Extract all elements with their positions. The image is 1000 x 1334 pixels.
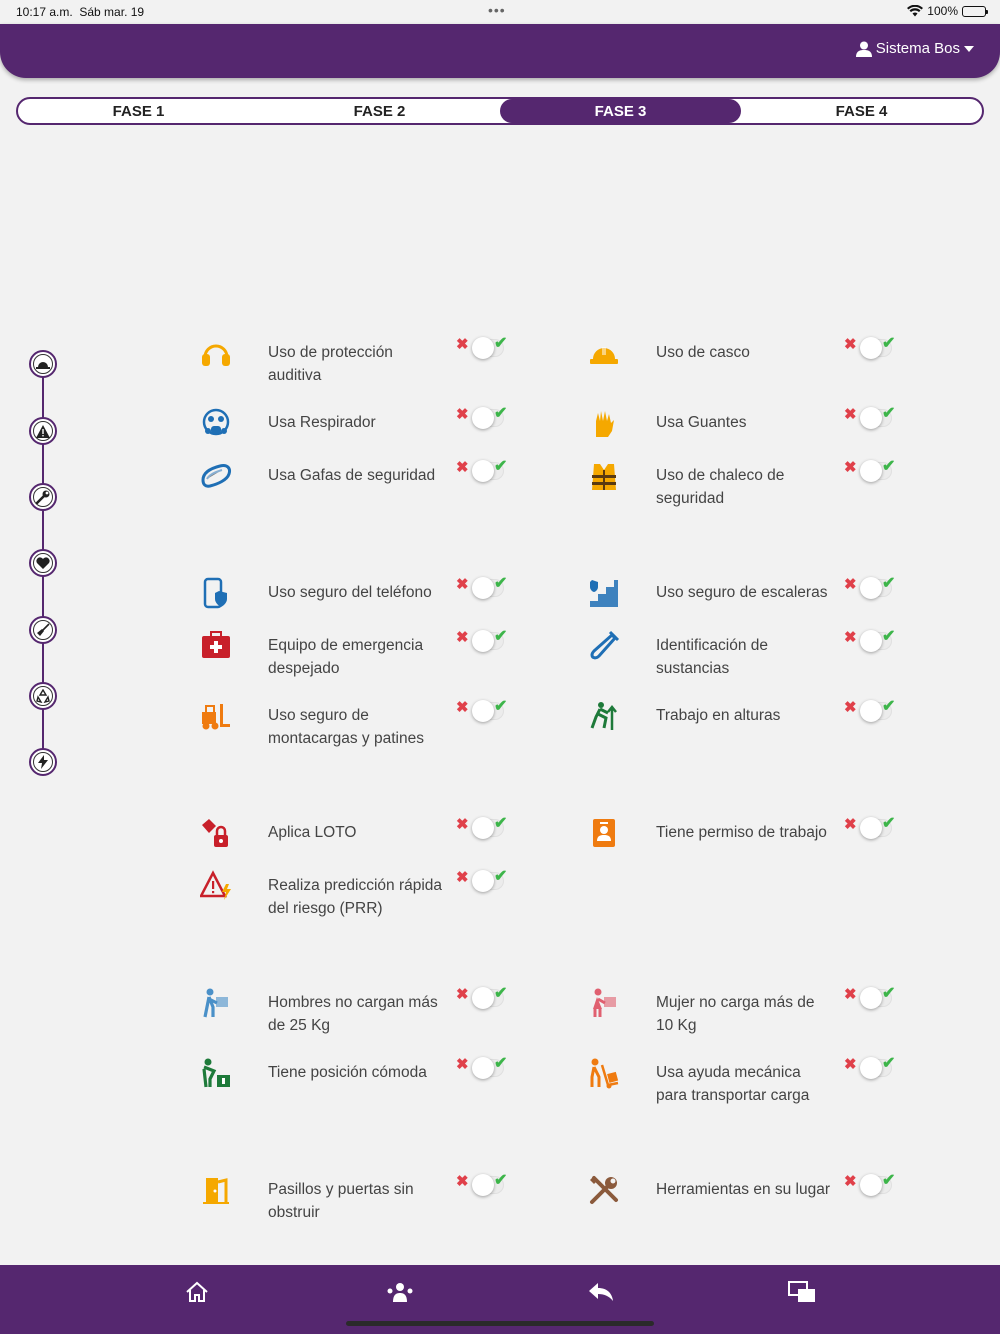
toggle-knob[interactable] — [472, 700, 494, 722]
checklist-item — [588, 460, 918, 510]
item-label: Uso de chaleco de seguridad — [656, 467, 785, 507]
bottom-nav — [0, 1265, 1000, 1334]
toggle-knob[interactable] — [472, 987, 494, 1009]
tab-fase-4[interactable]: FASE 4 — [835, 102, 888, 120]
screens-icon — [788, 1281, 816, 1303]
checklist-item — [588, 1057, 918, 1107]
app-header — [0, 24, 1000, 78]
toggle-knob[interactable] — [472, 630, 494, 652]
item-label: Tiene permiso de trabajo — [656, 824, 827, 841]
item-icon — [200, 1057, 232, 1089]
x-icon: ✖ — [456, 406, 469, 423]
toggle-knob[interactable] — [860, 407, 882, 429]
user-icon — [856, 41, 872, 57]
toggle-knob[interactable] — [860, 337, 882, 359]
item-toggle[interactable] — [456, 1057, 514, 1079]
item-toggle[interactable] — [456, 817, 514, 839]
check-icon: ✔ — [882, 458, 896, 475]
checklist-item — [200, 577, 530, 627]
item-toggle[interactable] — [456, 987, 514, 1009]
phase-tabs — [16, 97, 984, 125]
work-permit-icon — [588, 817, 620, 849]
toggle-knob[interactable] — [472, 460, 494, 482]
item-toggle[interactable] — [844, 817, 902, 839]
x-icon: ✖ — [844, 576, 857, 593]
tab-fase-3[interactable]: FASE 3 — [500, 99, 741, 123]
checklist-item — [200, 1057, 530, 1107]
item-icon — [588, 1057, 620, 1089]
x-icon: ✖ — [844, 816, 857, 833]
x-icon: ✖ — [456, 459, 469, 476]
toggle-knob[interactable] — [860, 460, 882, 482]
check-icon: ✔ — [882, 1055, 896, 1072]
item-icon — [588, 460, 620, 492]
check-icon: ✔ — [494, 1172, 508, 1189]
status-right — [907, 4, 986, 18]
check-icon: ✔ — [882, 1172, 896, 1189]
man-carrying-icon — [200, 987, 232, 1019]
tab-fase-2[interactable]: FASE 2 — [353, 102, 406, 120]
safety-goggles-icon — [200, 460, 232, 492]
item-icon — [588, 630, 620, 662]
item-icon — [588, 1174, 620, 1206]
x-icon: ✖ — [844, 1056, 857, 1073]
item-toggle[interactable] — [456, 337, 514, 359]
item-label: Hombres no cargan más de 25 Kg — [268, 994, 438, 1034]
caret-down-icon — [964, 46, 974, 52]
checklist-item — [200, 460, 530, 510]
toggle-knob[interactable] — [472, 407, 494, 429]
helmet-icon — [36, 358, 50, 370]
item-toggle[interactable] — [844, 1174, 902, 1196]
x-icon: ✖ — [844, 699, 857, 716]
gloves-icon — [588, 407, 620, 439]
item-label: Mujer no carga más de 10 Kg — [656, 994, 815, 1034]
check-icon: ✔ — [882, 815, 896, 832]
x-icon: ✖ — [456, 699, 469, 716]
climbing-icon — [588, 700, 620, 732]
check-icon: ✔ — [494, 815, 508, 832]
back-button[interactable] — [586, 1277, 616, 1307]
item-icon — [200, 630, 232, 662]
user-name: Sistema Bos — [875, 40, 960, 57]
timeline-lightning[interactable] — [29, 748, 57, 776]
item-icon — [200, 337, 232, 369]
item-icon — [200, 700, 232, 732]
item-label: Usa Respirador — [268, 414, 376, 431]
item-label: Usa Guantes — [656, 414, 747, 431]
battery-icon — [962, 6, 986, 17]
item-toggle[interactable] — [844, 630, 902, 652]
item-toggle[interactable] — [844, 337, 902, 359]
toggle-knob[interactable] — [860, 577, 882, 599]
item-label: Usa ayuda mecánica para transportar carga — [656, 1064, 810, 1104]
check-icon: ✔ — [494, 628, 508, 645]
checklist-item — [200, 1174, 530, 1224]
check-icon: ✔ — [494, 335, 508, 352]
checklist-item — [200, 987, 530, 1037]
user-menu[interactable] — [856, 40, 974, 57]
item-icon — [588, 407, 620, 439]
item-toggle[interactable] — [456, 407, 514, 429]
check-icon: ✔ — [882, 698, 896, 715]
timeline-broom[interactable] — [29, 616, 57, 644]
multitask-dots[interactable]: ••• — [488, 2, 506, 18]
checklist-item — [588, 577, 918, 627]
safety-vest-icon — [588, 460, 620, 492]
home-button[interactable] — [182, 1277, 212, 1307]
home-icon — [185, 1281, 209, 1303]
phone-shield-icon — [200, 577, 232, 609]
item-label: Tiene posición cómoda — [268, 1064, 427, 1081]
first-aid-icon — [200, 630, 232, 662]
timeline-warning[interactable] — [29, 417, 57, 445]
checklist-item — [588, 1174, 918, 1224]
item-icon — [588, 337, 620, 369]
warning-icon — [36, 425, 50, 438]
timeline-recycle[interactable] — [29, 682, 57, 710]
item-icon — [588, 817, 620, 849]
wifi-icon — [907, 5, 923, 17]
home-indicator — [346, 1321, 654, 1326]
x-icon: ✖ — [844, 336, 857, 353]
forklift-icon — [200, 700, 232, 732]
checklist-item — [200, 870, 530, 920]
x-icon: ✖ — [844, 986, 857, 1003]
item-icon — [588, 700, 620, 732]
checklist-item — [588, 337, 918, 387]
item-label: Equipo de emergencia despejado — [268, 637, 424, 677]
item-label: Aplica LOTO — [268, 824, 357, 841]
item-label: Identificación de sustancias — [656, 637, 769, 677]
item-icon — [200, 577, 232, 609]
item-toggle[interactable] — [844, 460, 902, 482]
checklist-item — [588, 407, 918, 457]
x-icon: ✖ — [456, 336, 469, 353]
x-icon: ✖ — [844, 459, 857, 476]
item-toggle[interactable] — [456, 700, 514, 722]
toggle-knob[interactable] — [472, 337, 494, 359]
team-button[interactable] — [385, 1277, 415, 1307]
item-toggle[interactable] — [844, 987, 902, 1009]
x-icon: ✖ — [456, 986, 469, 1003]
respirator-icon — [200, 407, 232, 439]
item-icon — [200, 817, 232, 849]
item-toggle[interactable] — [456, 870, 514, 892]
screens-button[interactable] — [787, 1277, 817, 1307]
item-label: Herramientas en su lugar — [656, 1181, 831, 1198]
check-icon: ✔ — [494, 868, 508, 885]
x-icon: ✖ — [844, 406, 857, 423]
tools-icon — [588, 1174, 620, 1206]
test-tube-icon — [588, 630, 620, 662]
item-label: Pasillos y puertas sin obstruir — [268, 1181, 414, 1221]
check-icon: ✔ — [494, 405, 508, 422]
status-time: 10:17 a.m. Sáb mar. 19 — [16, 5, 145, 19]
check-icon: ✔ — [882, 628, 896, 645]
item-icon — [200, 1174, 232, 1206]
back-icon — [588, 1282, 614, 1302]
item-label: Uso seguro de montacargas y patines — [268, 707, 424, 747]
x-icon: ✖ — [456, 576, 469, 593]
check-icon: ✔ — [494, 1055, 508, 1072]
checklist-item — [588, 630, 918, 680]
x-icon: ✖ — [456, 1056, 469, 1073]
item-toggle[interactable] — [844, 407, 902, 429]
toggle-knob[interactable] — [472, 817, 494, 839]
item-toggle[interactable] — [844, 700, 902, 722]
tab-fase-1[interactable]: FASE 1 — [112, 102, 165, 120]
toggle-knob[interactable] — [860, 1174, 882, 1196]
heart-icon — [36, 557, 50, 569]
x-icon: ✖ — [456, 816, 469, 833]
x-icon: ✖ — [844, 1173, 857, 1190]
check-icon: ✔ — [494, 985, 508, 1002]
item-icon — [200, 407, 232, 439]
item-icon — [588, 577, 620, 609]
stairs-icon — [588, 577, 620, 609]
item-toggle[interactable] — [844, 1057, 902, 1079]
timeline-wrench[interactable] — [29, 483, 57, 511]
door-icon — [200, 1174, 232, 1206]
lock-tag-icon — [200, 817, 232, 849]
toggle-knob[interactable] — [860, 817, 882, 839]
toggle-knob[interactable] — [860, 987, 882, 1009]
status-bar — [0, 0, 1000, 24]
item-icon — [200, 870, 232, 902]
item-label: Realiza predicción rápida del riesgo (PRR) — [268, 877, 443, 917]
item-label: Uso de protección auditiva — [268, 344, 393, 384]
item-icon — [588, 987, 620, 1019]
item-label: Trabajo en alturas — [656, 707, 781, 724]
item-icon — [200, 460, 232, 492]
team-icon — [386, 1282, 414, 1302]
check-icon: ✔ — [882, 985, 896, 1002]
check-icon: ✔ — [494, 698, 508, 715]
checklist-item — [200, 817, 530, 867]
ear-protection-icon — [200, 337, 232, 369]
toggle-knob[interactable] — [472, 577, 494, 599]
item-label: Usa Gafas de seguridad — [268, 467, 436, 484]
lightning-icon — [37, 755, 49, 769]
toggle-knob[interactable] — [472, 870, 494, 892]
toggle-knob[interactable] — [860, 700, 882, 722]
check-icon: ✔ — [882, 575, 896, 592]
x-icon: ✖ — [844, 629, 857, 646]
battery-percent: 100% — [927, 4, 958, 18]
item-toggle[interactable] — [456, 577, 514, 599]
item-toggle[interactable] — [456, 630, 514, 652]
checklist-item — [588, 817, 918, 867]
checklist-item — [200, 407, 530, 457]
toggle-knob[interactable] — [472, 1174, 494, 1196]
wrench-icon — [36, 490, 50, 504]
toggle-knob[interactable] — [860, 1057, 882, 1079]
x-icon: ✖ — [456, 629, 469, 646]
checklist-item — [588, 987, 918, 1037]
toggle-knob[interactable] — [860, 630, 882, 652]
hand-truck-icon — [588, 1057, 620, 1089]
check-icon: ✔ — [494, 458, 508, 475]
checklist-item — [200, 630, 530, 680]
check-icon: ✔ — [494, 575, 508, 592]
item-toggle[interactable] — [456, 1174, 514, 1196]
posture-icon — [200, 1057, 232, 1089]
item-label: Uso seguro del teléfono — [268, 584, 432, 601]
hard-hat-icon — [588, 337, 620, 369]
check-icon: ✔ — [882, 335, 896, 352]
item-label: Uso de casco — [656, 344, 750, 361]
x-icon: ✖ — [456, 869, 469, 886]
item-icon — [200, 987, 232, 1019]
risk-warning-icon — [200, 870, 232, 902]
toggle-knob[interactable] — [472, 1057, 494, 1079]
item-toggle[interactable] — [844, 577, 902, 599]
woman-carrying-icon — [588, 987, 620, 1019]
item-label: Uso seguro de escaleras — [656, 584, 828, 601]
checklist-item — [200, 337, 530, 387]
x-icon: ✖ — [456, 1173, 469, 1190]
checklist-item — [200, 700, 530, 750]
timeline-helmet[interactable] — [29, 350, 57, 378]
broom-icon — [36, 623, 50, 637]
checklist-item — [588, 700, 918, 750]
item-toggle[interactable] — [456, 460, 514, 482]
category-timeline — [29, 350, 59, 780]
timeline-heart[interactable] — [29, 549, 57, 577]
recycle-icon — [36, 689, 50, 703]
check-icon: ✔ — [882, 405, 896, 422]
